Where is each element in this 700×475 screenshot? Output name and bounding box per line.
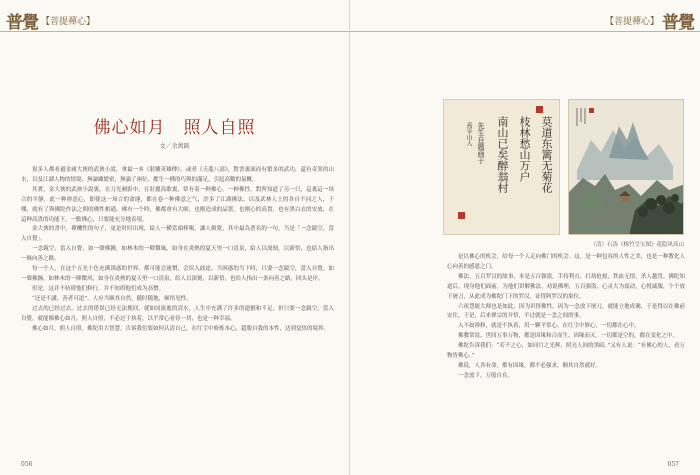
red-seal-icon bbox=[458, 212, 465, 219]
red-seal-icon bbox=[536, 106, 543, 113]
calligraphy-artwork bbox=[443, 99, 560, 235]
body-paragraph: 佛心如月，照人自照，佛陀用大智慧，告诉我们要如何认清自己，在红尘中修炼本心，超脱自我的本性，达到觉悟的境界。 bbox=[32, 325, 330, 332]
body-paragraph: 过去的已经过去，过去的错误已经无法挽回，就如同流逝的清水，人生中充满了许多的遗憾和不足，但只要一念鏡空，當入自覺，就能像佛心如月，照人自照，不必过于执着，以平常心看待一切，也是一种幸福。 bbox=[21, 305, 334, 322]
calligraphy-line: 南山已矣醉翁村 bbox=[496, 116, 509, 193]
body-paragraph: 佛法，五百罗汉的故事，本是五百强盗，手持利刃，打劫抢掠，铁血无情，杀人越货。佛陀知道后，现身他们面前，为他们讲解佛法，劝说佛理，五百强盗，心灵大为震动，心悦诚服，个个放下屠刀，从此成为佛陀门下的罗汉，证得阿罗汉的果位。 bbox=[447, 273, 685, 300]
body-paragraph: 金大俠的書中，禪機性的句子，更是时时出现，給人一種當頭棒喝，讓人頓覺，其中最為著名的一句，当是「一念鏡空，當入自覺」。 bbox=[21, 226, 334, 243]
article-title: 佛心如月 照人自照 bbox=[93, 118, 256, 138]
artwork-caption: （清）石涛《梅竹呈宝图》花隐风高山 bbox=[590, 242, 684, 248]
body-paragraph: 但是，这并不妨碍他们修行，并不妨碍他们成为高僧。 bbox=[32, 285, 165, 292]
body-paragraph: 很多人都看過金庸大俠的武俠小說，拿最一本《射雕英雄傳》，或者《天龍八部》，對書裏面而有繁多的武功，還有奇異的山水，以及江湖人物的情境，無論雖繁密，無論了兩位，都生一種的巧與的滿足，引起高數的氣概。 bbox=[21, 167, 334, 183]
body-paragraph: 其實，金大俠的武俠小說裏，在刀光劍影中，在壯麗高歌裏，常有着一种佛心。一种佛性，對所知道了另一只，這裏這一场合的平靜，此一种禅意心，即使这一场合的命運，都在卷一种佛意之气，許多了江湖佛法，以及武林人士的各自不同之人，于哪，就有了與佛陀作法之間的佛性相通。佛有一个時，佛都會有大師，也刚造成的品質。也刚心的高貴，也有黑白衣的安放，在這种高貴的功能下，一點佛心，只要能充分地表現。 bbox=[21, 186, 334, 223]
body-paragraph: “还是不講，善者可道”，人应当顺其自然，随时随地，顿悟见性。 bbox=[32, 295, 192, 302]
brand-logo-right: 普覺 bbox=[662, 13, 694, 33]
left-body-text bbox=[21, 166, 334, 334]
body-paragraph: 佛陀告诉我们：“若不之心，如同月之光辉，照亮人间的黑暗。”又有人说：“有佛心的人，看万物皆佛心。” bbox=[447, 343, 685, 360]
header-divider bbox=[0, 31, 349, 32]
header-divider-right bbox=[350, 31, 700, 32]
landscape-painting-image bbox=[569, 100, 684, 235]
brand-logo: 普覺 bbox=[6, 13, 38, 33]
body-paragraph: 是以佛心的机会，给每一个人走向佛门的机会。这，是一种包容的人性之美，也是一种教化人心向善的感恩之门。 bbox=[447, 254, 685, 270]
body-paragraph: 入不如禅修，就是不执着，用一颗平常心，在红尘中修心，一切都在心中。 bbox=[458, 323, 640, 330]
section-label-right: 【菩提禪心】 bbox=[604, 17, 659, 27]
right-body-text bbox=[447, 253, 685, 382]
body-paragraph: 每一个人，在这个五光十色充满诱惑的世界，都可能会迷惘，会误入歧途。当困惑的当下時，只要一念鏡空，當入自覺，如一聲佛鐘，如林木的一陣微风，如身在炎熱的夏天里一口清泉，给人以深刻，以新悟，也给人指出一条向善之路，回头是岸。 bbox=[21, 266, 334, 282]
section-label: 【菩提禪心】 bbox=[41, 17, 96, 27]
article-byline: 文／余萬銘 bbox=[159, 143, 190, 150]
page-number-right: 057 bbox=[667, 461, 679, 468]
right-page bbox=[350, 0, 700, 475]
calligraphy-line: 真宰山人 bbox=[465, 122, 472, 146]
calligraphy-line: 莫道东篱无菊花 bbox=[540, 116, 553, 193]
landscape-painting bbox=[568, 99, 684, 235]
body-paragraph: 六祖慧能大师也是如此，因为识得佛性，因为一念放下屠刀，就能立地成佛，于是得以在佛前安住，于是，后来禅宗的开悟，不过就是一念之间的事。 bbox=[447, 303, 685, 320]
body-paragraph: 佛说，人各有命，都有因缘，都不必强求，顺其自然就好。 bbox=[458, 362, 602, 369]
calligraphy-line: 枝林愁山万户 bbox=[518, 116, 531, 182]
body-paragraph: 佛教常说，世间万事万物，都是因缘和合而生，因缘而灭。一切都是空的，都在变化之中。 bbox=[458, 333, 679, 340]
body-paragraph: 一念放下，万般自在。 bbox=[458, 372, 514, 379]
body-paragraph: 一念鏡空，當入自覺，如一聲佛鐘，如林木的一陣微風，如身在炎熱的夏天里一口清泉，給人以深刻，以新悟，也給人指出一條向善之路。 bbox=[21, 246, 334, 263]
header-brand-right bbox=[605, 8, 694, 33]
page-number-left: 056 bbox=[21, 461, 33, 468]
header-brand bbox=[6, 8, 95, 33]
calligraphy-line: 先生自题画于 bbox=[477, 122, 485, 164]
